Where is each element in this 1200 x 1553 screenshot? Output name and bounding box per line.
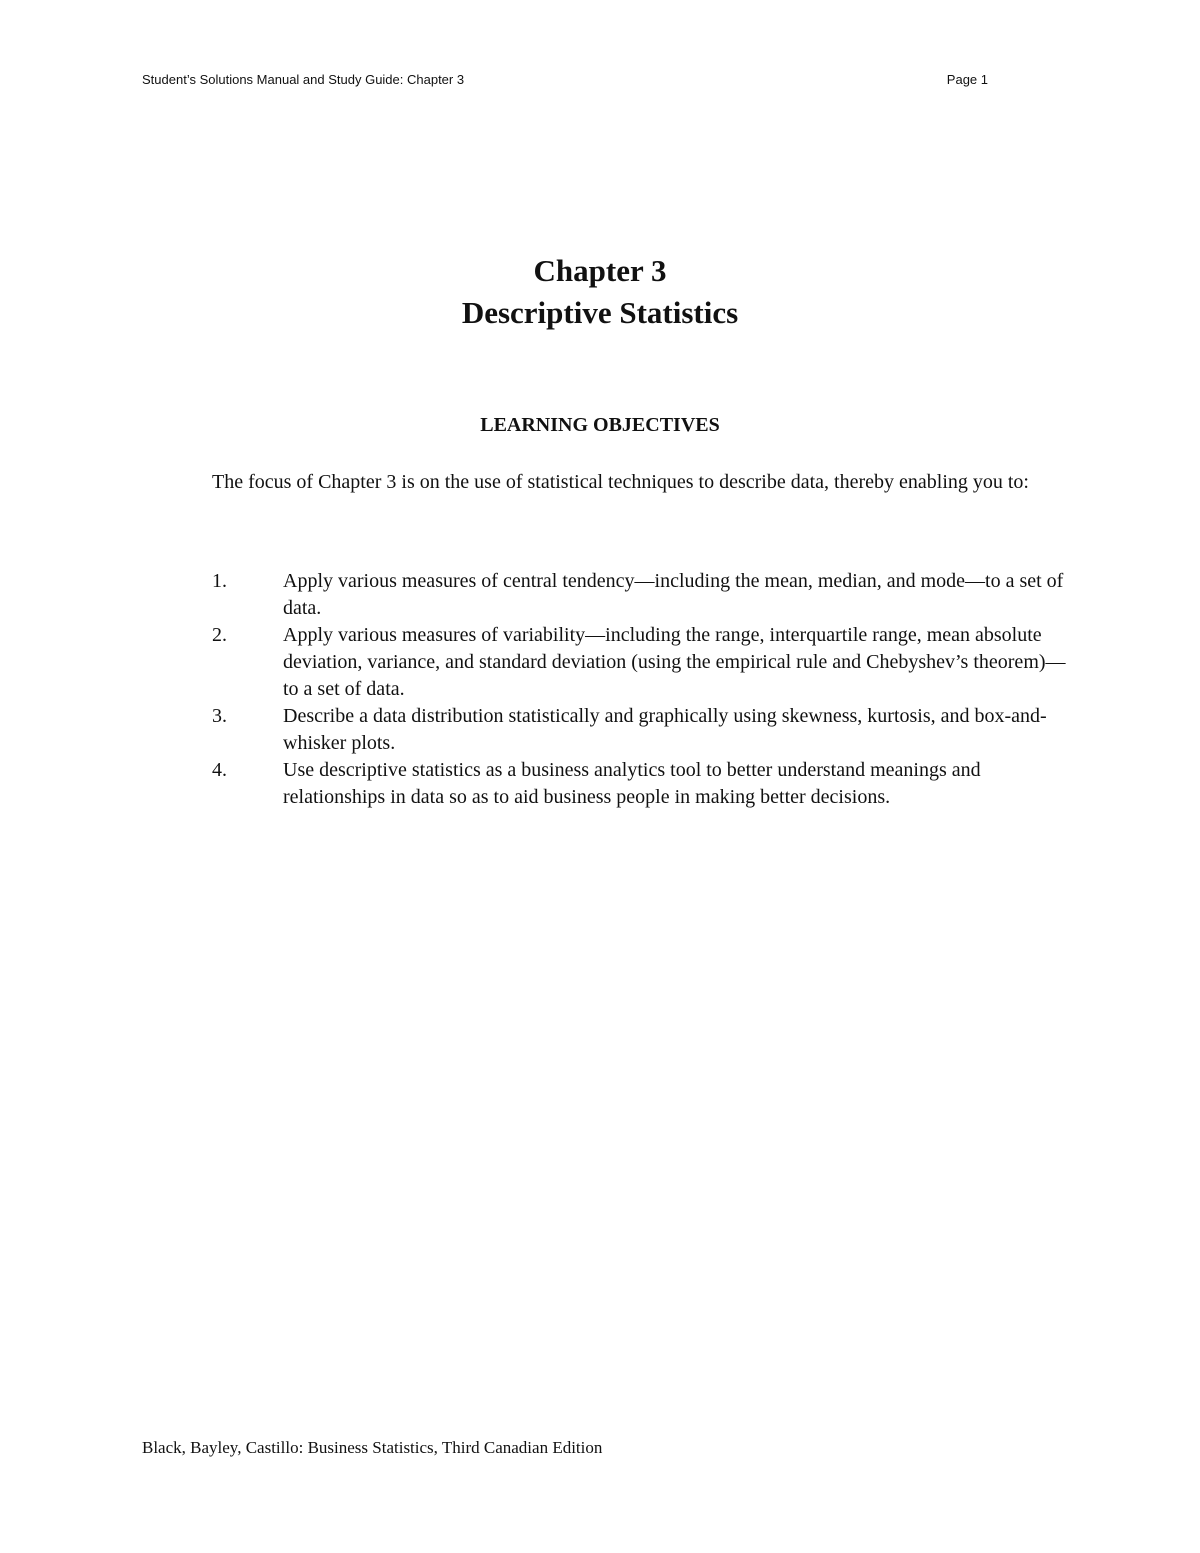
objective-text: Use descriptive statistics as a business analytics tool to better understand meanings and relationships in data so as to aid business people in making better decisions.	[283, 759, 981, 808]
page-footer: Black, Bayley, Castillo: Business Statistics, Third Canadian Edition	[142, 1438, 603, 1457]
objective-item	[212, 757, 1072, 811]
objective-text: Apply various measures of variability—including the range, interquartile range, mean absolute deviation, variance, and standard deviation (using the empirical rule and Chebyshev’s theorem)—to a set of data.	[283, 624, 1066, 700]
objective-number: 4.	[212, 759, 227, 781]
objective-item	[212, 568, 1072, 622]
objective-item	[212, 622, 1072, 703]
page-header	[142, 72, 988, 94]
objective-number: 2.	[212, 624, 227, 646]
chapter-name: Descriptive Statistics	[461, 295, 739, 330]
objective-number: 1.	[212, 570, 227, 592]
section-heading-learning-objectives: LEARNING OBJECTIVES	[480, 414, 720, 436]
objective-text: Describe a data distribution statistically and graphically using skewness, kurtosis, and box-and-whisker plots.	[283, 705, 1047, 754]
header-document-title: Student’s Solutions Manual and Study Guide: Chapter 3	[142, 72, 465, 87]
objective-number: 3.	[212, 705, 227, 727]
header-page-number: Page 1	[946, 72, 988, 87]
intro-paragraph: The focus of Chapter 3 is on the use of statistical techniques to describe data, thereby enabling you to:	[212, 471, 1029, 493]
objective-text: Apply various measures of central tendency—including the mean, median, and mode—to a set of data.	[283, 570, 1064, 619]
chapter-number: Chapter 3	[533, 253, 667, 288]
objectives-list	[212, 568, 1072, 811]
chapter-title	[0, 250, 1200, 334]
objective-item	[212, 703, 1072, 757]
